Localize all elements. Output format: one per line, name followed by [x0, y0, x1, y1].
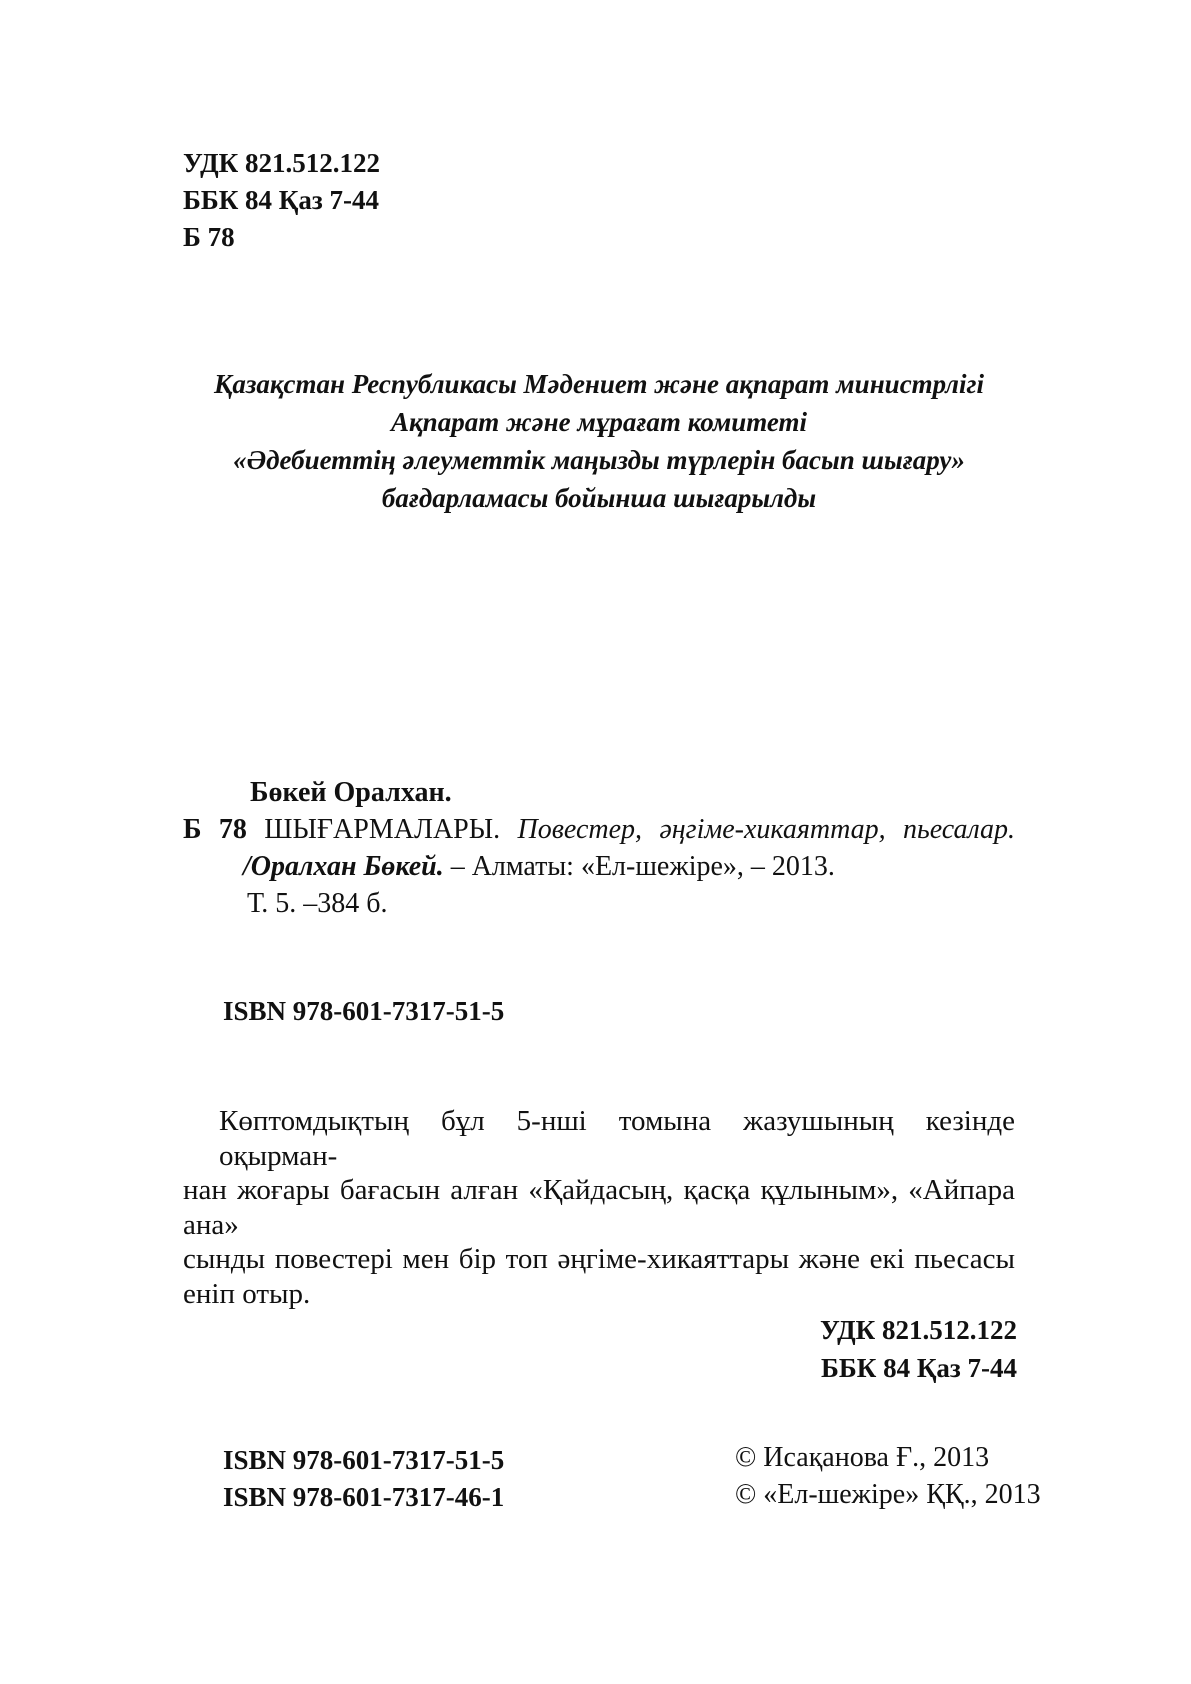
- responsibility-statement: /Оралхан Бөкей.: [243, 851, 444, 882]
- udc-code-top: УДК 821.512.122: [183, 148, 380, 178]
- isbn-set: ISBN 978-601-7317-46-1: [223, 1482, 505, 1512]
- book-title: ШЫҒАРМАЛАРЫ.: [264, 814, 501, 845]
- program-line-committee: Ақпарат және мұрағат комитеті: [390, 407, 807, 437]
- program-line-title: «Әдебиеттің әлеуметтік маңызды түрлерін басып шығару»: [233, 445, 965, 475]
- isbn-list: [223, 1442, 504, 1516]
- program-line-ministry: Қазақстан Республикасы Мәдениет және ақпарат министрлігі: [214, 369, 984, 399]
- catalog-card: [183, 774, 1015, 922]
- catalog-author-heading: Бөкей Оралхан.: [250, 777, 452, 808]
- book-subtitle: Повестер, әңгіме-хикаяттар, пьесалар.: [517, 814, 1016, 845]
- author-sign-top: Б 78: [183, 222, 235, 252]
- annotation-line: еніп отыр.: [183, 1277, 311, 1310]
- bbk-code-bottom: ББК 84 Қаз 7-44: [821, 1353, 1017, 1383]
- annotation: [183, 1104, 1015, 1311]
- catalog-collation: Т. 5. –384 б.: [247, 888, 388, 919]
- classification-block-bottom: [183, 1311, 1017, 1387]
- isbn-volume: ISBN 978-601-7317-51-5: [223, 1445, 505, 1475]
- bbk-code-top: ББК 84 Қаз 7-44: [183, 185, 379, 215]
- classification-block-top: [183, 145, 380, 256]
- author-sign: Б 78: [183, 814, 247, 845]
- catalog-responsibility-line: [183, 848, 1015, 885]
- copyright-list: [735, 1439, 1041, 1513]
- annotation-line: сынды повестері мен бір топ әңгіме-хикаяттары және екі пьесасы: [183, 1243, 1015, 1275]
- copyright-publisher: © «Ел-шежіре» ҚҚ., 2013: [735, 1479, 1041, 1510]
- catalog-title-line: [183, 811, 1015, 848]
- annotation-line: Көптомдықтың бұл 5-нші томына жазушының кезінде оқырман-: [219, 1105, 1015, 1172]
- isbn-primary: ISBN 978-601-7317-51-5: [223, 996, 505, 1026]
- copyright-author: © Исақанова Ғ., 2013: [735, 1442, 990, 1473]
- imprint-statement: – Алматы: «Ел-шежіре», – 2013.: [450, 851, 835, 882]
- publication-program-note: [183, 365, 1015, 517]
- udc-code-bottom: УДК 821.512.122: [820, 1315, 1017, 1345]
- annotation-line: нан жоғары бағасын алған «Қайдасың, қасқа құлыным», «Айпара ана»: [183, 1174, 1015, 1241]
- program-line-issued: бағдарламасы бойынша шығарылды: [381, 483, 817, 513]
